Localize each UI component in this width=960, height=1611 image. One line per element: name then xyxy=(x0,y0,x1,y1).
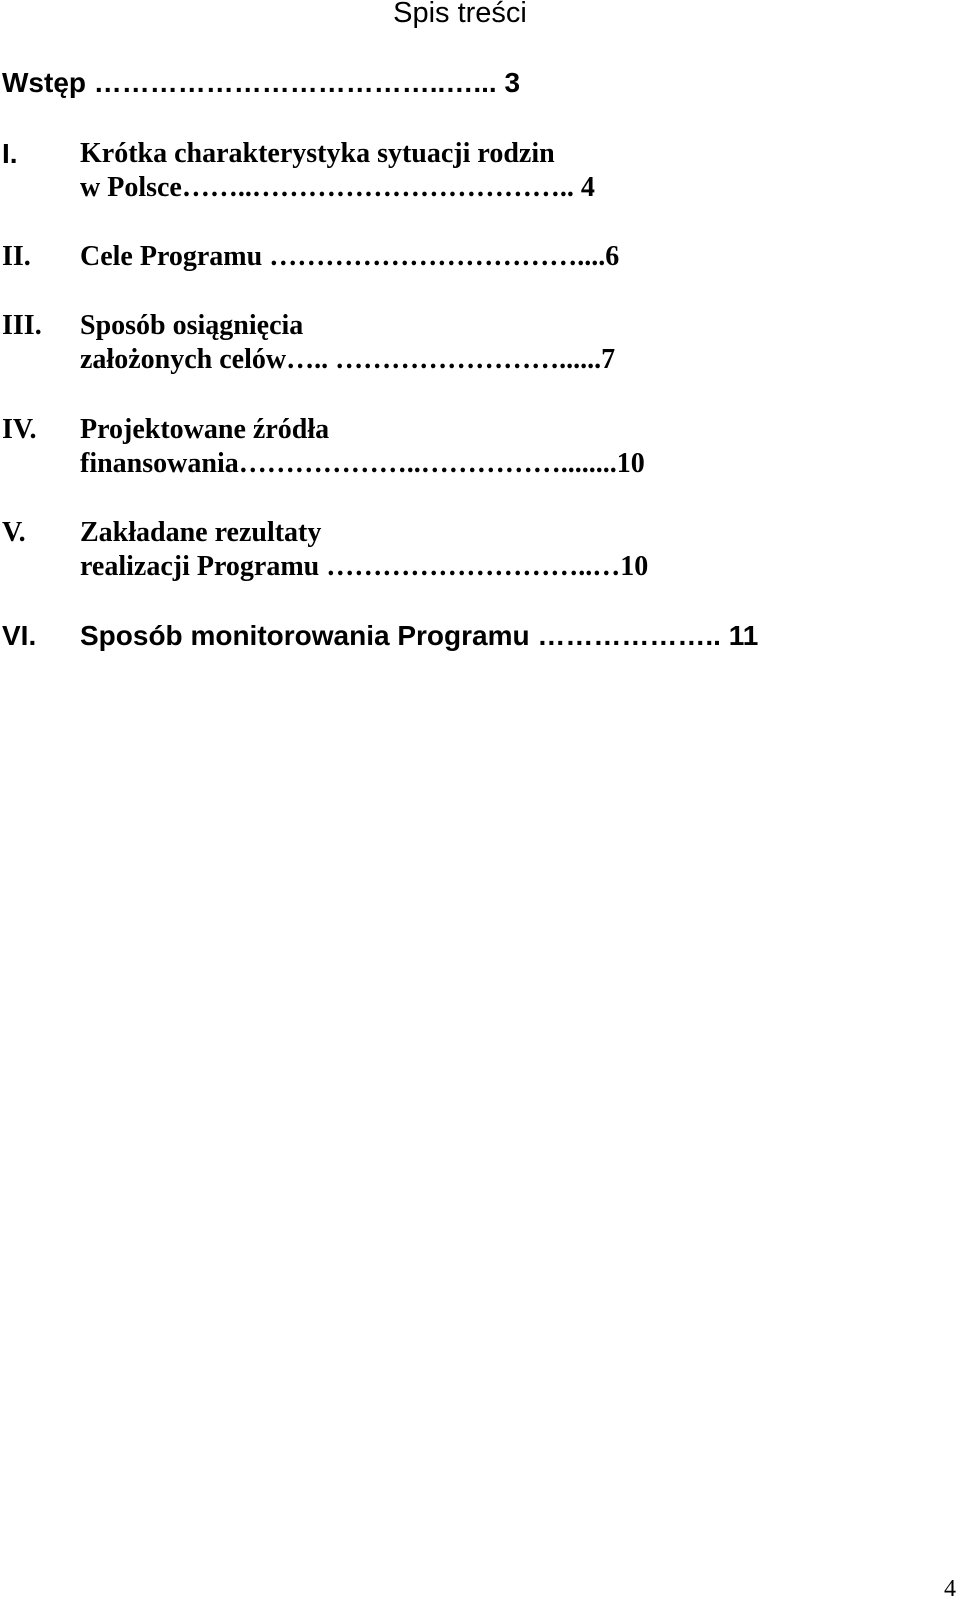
toc-numeral-6: VI. xyxy=(2,620,37,651)
toc-entry-intro-label: Wstęp xyxy=(2,67,86,98)
toc-entry-4-line2: finansowania………………..……………........10 xyxy=(80,448,645,479)
toc-entry-intro-dots: ………………………………..…... 3 xyxy=(86,67,521,98)
toc-entry-2-line1: Cele Programu ……………………………....6 xyxy=(80,241,620,272)
toc-entry-4-line1: Projektowane źródła xyxy=(80,414,330,445)
toc-entry-1-line2: w Polsce……..…………………………….. 4 xyxy=(80,172,595,203)
toc-entry-6-line1: Sposób monitorowania Programu ……………….. 11 xyxy=(80,620,759,651)
toc-title: Spis treści xyxy=(393,0,527,29)
toc-entry-5-line2: realizacji Programu ………………………..…10 xyxy=(80,551,649,582)
toc-numeral-3: III. xyxy=(2,310,42,341)
toc-numeral-1: I. xyxy=(2,138,18,169)
toc-entry-intro xyxy=(2,66,520,100)
page-number: 4 xyxy=(944,1576,956,1602)
toc-entry-3-line2: założonych celów….. ……………………......7 xyxy=(80,344,616,375)
toc-numeral-2: II. xyxy=(2,241,31,272)
toc-entry-3-line1: Sposób osiągnięcia xyxy=(80,310,304,341)
toc-entry-1-line1: Krótka charakterystyka sytuacji rodzin xyxy=(80,138,555,169)
toc-numeral-4: IV. xyxy=(2,414,37,445)
toc-entry-5-line1: Zakładane rezultaty xyxy=(80,517,322,548)
toc-numeral-5: V. xyxy=(2,517,26,548)
